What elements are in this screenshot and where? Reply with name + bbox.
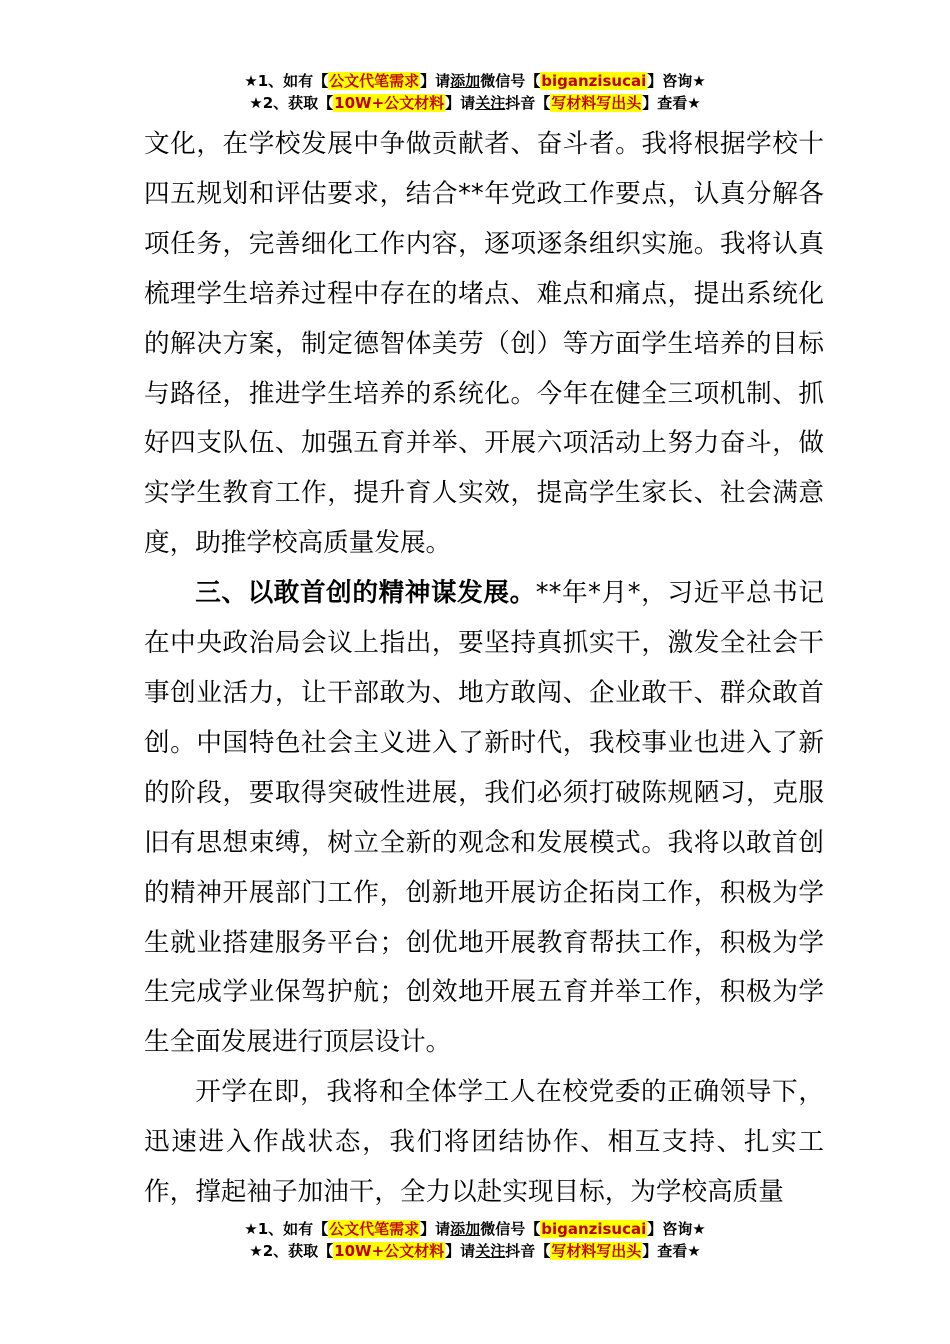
star-icon: ★ [249,94,263,112]
banner-text: 1、如有【 [257,72,329,90]
banner-text: 】咨询 [647,1220,693,1238]
highlight-service: 公文代笔需求 [329,1220,420,1238]
paragraph-3: 开学在即，我将和全体学工人在校党委的正确领导下，迅速进入作战状态，我们将团结协作、相互支持、扎实工作，撑起袖子加油干，全力以赴实现目标，为学校高质量 [144,1077,824,1208]
banner-text: 微信号【 [480,1220,541,1238]
underlined-word: 添加 [450,1220,481,1238]
banner-line-1 [0,70,950,92]
banner-text: 】请 [420,72,451,90]
banner-text: 】请 [420,1220,451,1238]
banner-line-1 [0,1218,950,1240]
banner-text: 】查看 [642,1242,688,1260]
highlight-materials: 10W+公文材料 [334,94,445,112]
highlight-wechat-id: biganzisucai [541,72,647,90]
banner-text: 】查看 [642,94,688,112]
banner-text: 2、获取【 [262,94,334,112]
footer-banner [0,1218,950,1262]
banner-text: 】请 [445,94,476,112]
star-icon: ★ [244,1220,258,1238]
paragraph-2 [144,569,824,1068]
star-icon: ★ [687,94,701,112]
highlight-materials: 10W+公文材料 [334,1242,445,1260]
banner-text: 2、获取【 [262,1242,334,1260]
banner-text: 抖音【 [505,1242,551,1260]
document-body [144,120,824,1218]
banner-text: 抖音【 [505,94,551,112]
paragraph-2-body: **年*月*，习近平总书记在中央政治局会议上指出，要坚持真抓实干，激发全社会干事创业活力，让干部敢为、地方敢闯、企业敢干、群众敢首创。中国特色社会主义进入了新时代，我校事业也进入了新的阶段，要取得突破性进展，我们必须打破陈规陋习，克服旧有思想束缚，树立全新的观念和发展模式。我将以敢首创的精神开展部门工作，创新地开展访企拓岗工作，积极为学生就业搭建服务平台；创优地开展教育帮扶工作，积极为学生完成学业保驾护航；创效地开展五育并举工作，积极为学生全面发展进行顶层设计。 [144,578,824,1058]
banner-line-2 [0,92,950,114]
highlight-wechat-id: biganzisucai [541,1220,647,1238]
star-icon: ★ [692,1220,706,1238]
star-icon: ★ [244,72,258,90]
banner-text: 】咨询 [647,72,693,90]
star-icon: ★ [687,1242,701,1260]
star-icon: ★ [692,72,706,90]
star-icon: ★ [249,1242,263,1260]
section-heading: 三、以敢首创的精神谋发展。 [195,578,536,609]
banner-text: 1、如有【 [257,1220,329,1238]
highlight-douyin: 写材料写出头 [551,1242,642,1260]
highlight-service: 公文代笔需求 [329,72,420,90]
paragraph-1: 文化，在学校发展中争做贡献者、奋斗者。我将根据学校十四五规划和评估要求，结合**年党政工作要点，认真分解各项任务，完善细化工作内容，逐项逐条组织实施。我将认真梳理学生培养过程中存在的堵点、难点和痛点，提出系统化的解决方案，制定德智体美劳（创）等方面学生培养的目标与路径，推进学生培养的系统化。今年在健全三项机制、抓好四支队伍、加强五育并举、开展六项活动上努力奋斗，做实学生教育工作，提升育人实效，提高学生家长、社会满意度，助推学校高质量发展。 [144,129,824,559]
underlined-word: 关注 [475,94,506,112]
header-banner [0,70,950,114]
banner-text: 微信号【 [480,72,541,90]
banner-line-2 [0,1240,950,1262]
banner-text: 】请 [445,1242,476,1260]
highlight-douyin: 写材料写出头 [551,94,642,112]
underlined-word: 添加 [450,72,481,90]
underlined-word: 关注 [475,1242,506,1260]
